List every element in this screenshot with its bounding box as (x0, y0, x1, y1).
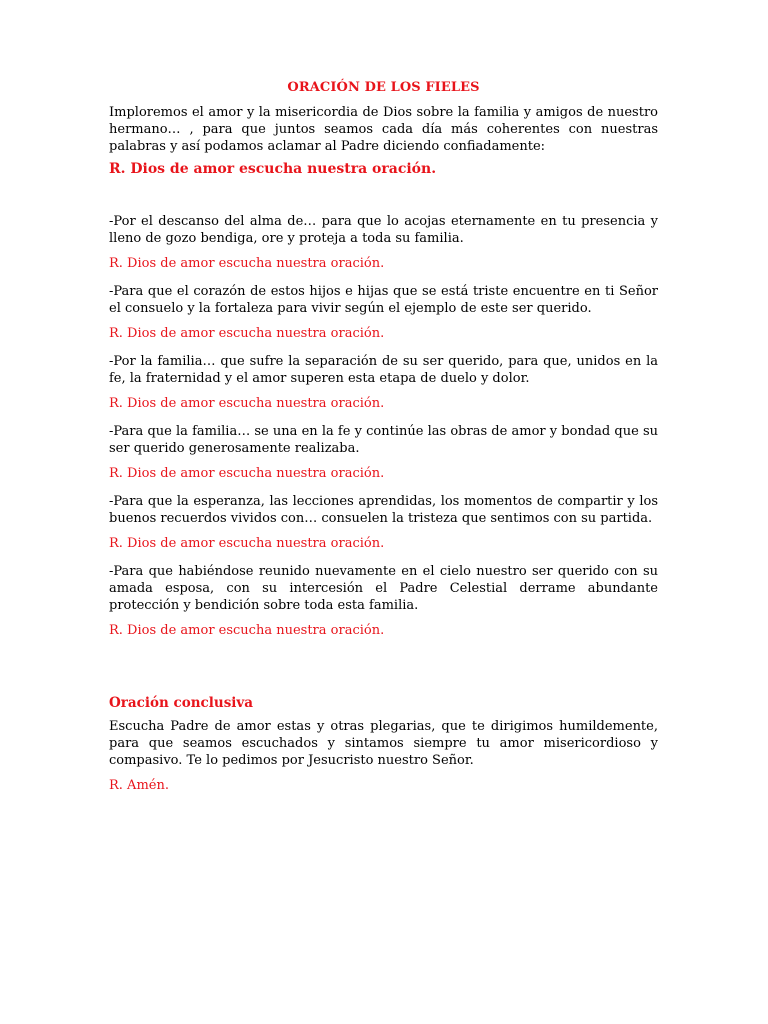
spacer (109, 178, 658, 213)
petition-text: -Por la familia… que sufre la separación de su ser querido, para que, unidos en la fe, la fraternidad y el amor superen esta etapa de duelo y dolor. (109, 354, 658, 386)
petition-block (109, 423, 658, 482)
petition-response: R. Dios de amor escucha nuestra oración. (109, 396, 385, 411)
petition-block (109, 563, 658, 639)
petition-response: R. Dios de amor escucha nuestra oración. (109, 536, 385, 551)
petition-response: R. Dios de amor escucha nuestra oración. (109, 623, 385, 638)
petition-block (109, 493, 658, 552)
petition-block (109, 213, 658, 272)
spacer (109, 639, 658, 695)
petition-text: -Para que habiéndose reunido nuevamente en el cielo nuestro ser querido con su amada esposa, con su intercesión el Padre Celestial derrame abundante protección y bendición sobre toda esta familia. (109, 564, 658, 613)
petition-text: -Por el descanso del alma de… para que lo acojas eternamente en tu presencia y lleno de gozo bendiga, ore y proteja a toda su familia. (109, 214, 658, 246)
petition-response: R. Dios de amor escucha nuestra oración. (109, 466, 385, 481)
petition-block (109, 283, 658, 342)
petition-text: -Para que el corazón de estos hijos e hijas que se está triste encuentre en ti Señor el consuelo y la fortaleza para vivir según el ejemplo de este ser querido. (109, 284, 658, 316)
petition-response: R. Dios de amor escucha nuestra oración. (109, 256, 385, 271)
intro-paragraph: Imploremos el amor y la misericordia de Dios sobre la familia y amigos de nuestro hermano… , para que juntos seamos cada día más coherentes con nuestras palabras y así podamos aclamar al Padre diciendo confiadamente: (109, 105, 658, 154)
petition-block (109, 353, 658, 412)
petition-text: -Para que la familia… se una en la fe y continúe las obras de amor y bondad que su ser querido generosamente realizaba. (109, 424, 658, 456)
amen-response: R. Amén. (109, 778, 169, 793)
petition-response: R. Dios de amor escucha nuestra oración. (109, 326, 385, 341)
petition-text: -Para que la esperanza, las lecciones aprendidas, los momentos de compartir y los buenos recuerdos vividos con… consuelen la tristeza que sentimos con su partida. (109, 494, 658, 526)
document-title: ORACIÓN DE LOS FIELES (287, 80, 480, 95)
main-response: R. Dios de amor escucha nuestra oración. (109, 161, 437, 177)
conclusive-text: Escucha Padre de amor estas y otras plegarias, que te dirigimos humildemente, para que seamos escuchados y sintamos siempre tu amor misericordioso y compasivo. Te lo pedimos por Jesucristo nuestro Señor. (109, 719, 658, 768)
document-page (109, 80, 658, 794)
conclusive-section (109, 695, 658, 794)
conclusive-heading: Oración conclusiva (109, 695, 254, 711)
